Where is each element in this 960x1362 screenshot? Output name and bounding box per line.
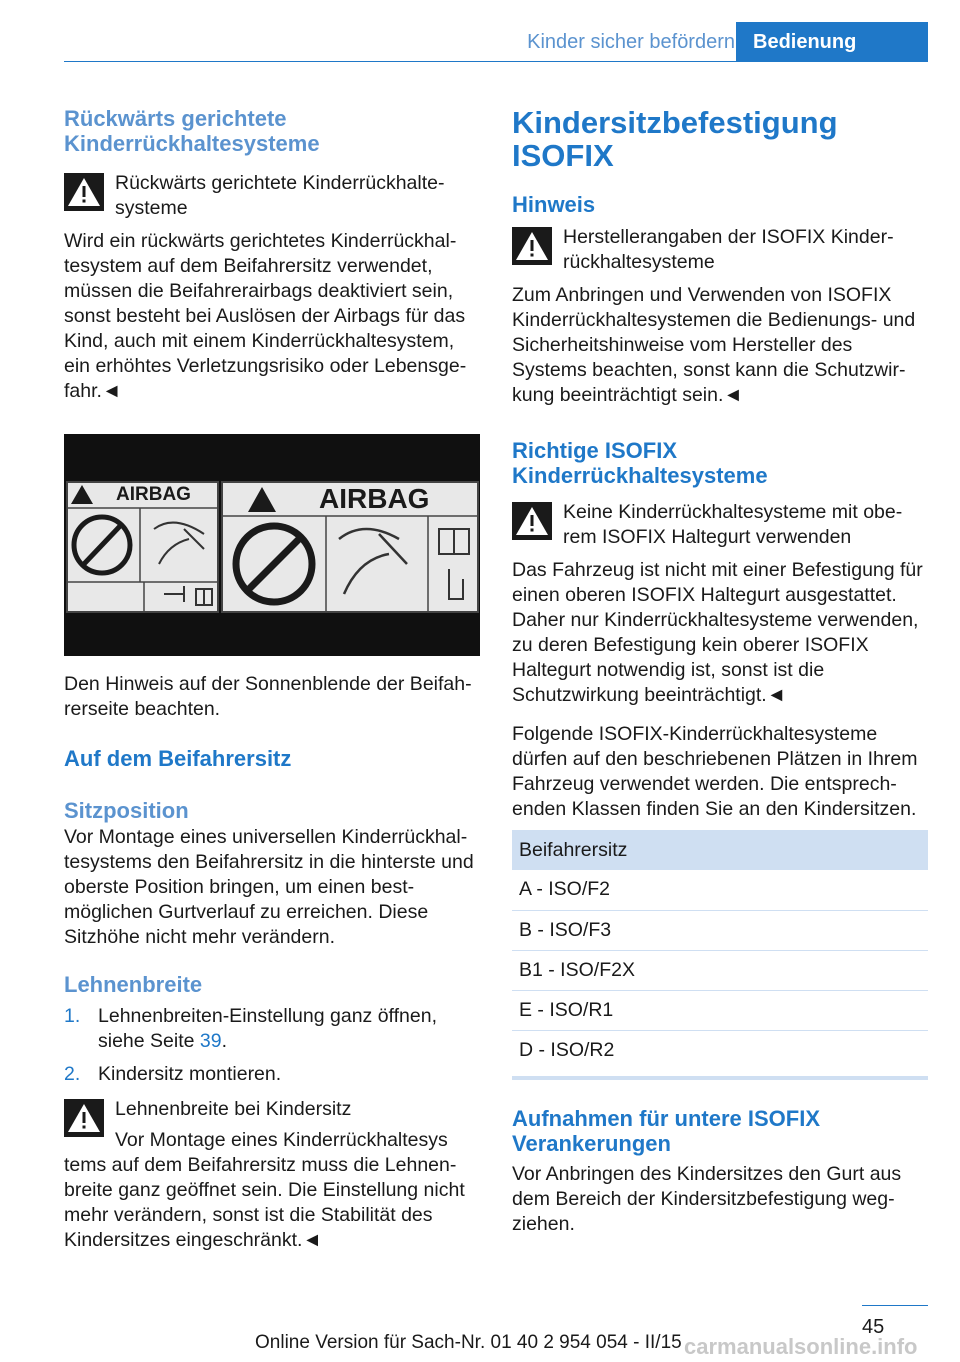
heading-lower-anchorages: Aufnahmen für untere ISOFIX Verankerungen bbox=[512, 1106, 821, 1156]
warning-triangle-icon bbox=[64, 173, 104, 211]
paragraph-sun-visor: Den Hinweis auf der Sonnenblende der Beifahrerseite beachten. bbox=[64, 673, 472, 720]
step-number: 2. bbox=[64, 1063, 81, 1085]
airbag-label-small: AIRBAG bbox=[116, 484, 191, 505]
table-header: Beifahrersitz bbox=[512, 830, 928, 870]
isofix-class-table bbox=[512, 830, 928, 1070]
warning-triangle-icon bbox=[64, 1099, 104, 1137]
step-text-end: . bbox=[221, 1030, 228, 1052]
step-text: Lehnenbreiten-Einstellung ganz öffnen, siehe Seite bbox=[98, 1005, 437, 1052]
right-column bbox=[512, 106, 928, 1237]
warning-manufacturer bbox=[512, 225, 928, 275]
table-row bbox=[512, 990, 928, 1030]
heading-passenger-seat: Auf dem Beifahrersitz bbox=[64, 746, 292, 771]
table-cell: E - ISO/R1 bbox=[512, 990, 928, 1030]
paragraph-manufacturer: Zum Anbringen und Verwenden von ISOFIX Kinderrückhaltesystemen die Bedienungs- und Sicherheitshinweise vom Hersteller des Systems beachten, sonst kann die Schutzwirkung beeinträchtigt sein.◄ bbox=[512, 284, 916, 406]
table-cell: B - ISO/F3 bbox=[512, 910, 928, 950]
heading-rear-facing: Rückwärts gerichtete Kinderrückhaltesysteme bbox=[64, 106, 320, 156]
heading-isofix: Kindersitzbefestigung ISOFIX bbox=[512, 105, 838, 173]
airbag-sticker-graphic bbox=[64, 434, 480, 656]
paragraph-lower-anchorages: Vor Anbringen des Kindersitzes den Gurt aus dem Bereich der Kindersitzbefestigung wegziehen. bbox=[512, 1163, 902, 1235]
warning-title: Keine Kinderrückhaltesysteme mit oberem ISOFIX Haltegurt verwenden bbox=[563, 501, 903, 548]
table-row bbox=[512, 1030, 928, 1070]
warning-backrest-width bbox=[64, 1097, 480, 1153]
page-link[interactable]: 39 bbox=[199, 1030, 222, 1052]
warning-triangle-icon bbox=[512, 227, 552, 265]
table-end-rule bbox=[512, 1076, 928, 1080]
warning-title: Lehnenbreite bei Kindersitz bbox=[115, 1098, 352, 1120]
table-cell: B1 - ISO/F2X bbox=[512, 950, 928, 990]
warning-title: Herstellerangaben der ISOFIX Kinderrückhaltesysteme bbox=[563, 226, 894, 273]
header-rule bbox=[64, 61, 928, 62]
warning-triangle-icon bbox=[512, 502, 552, 540]
paragraph-backrest-width: tems auf dem Beifahrersitz muss die Lehnenbreite ganz geöffnet sein. Die Einstellung nicht mehr verändern, sonst ist die Stabilität des Kindersitzes eingeschränkt.◄ bbox=[64, 1154, 465, 1251]
heading-seat-position: Sitzposition bbox=[64, 798, 189, 823]
header-section-title: Kinder sicher befördern bbox=[527, 31, 735, 53]
heading-note: Hinweis bbox=[512, 192, 596, 217]
watermark: carmanualsonline.info bbox=[684, 1334, 918, 1359]
warning-title: Rückwärts gerichtete Kinderrückhaltesysteme bbox=[115, 172, 445, 219]
airbag-label-large: AIRBAG bbox=[319, 483, 430, 514]
table-row bbox=[512, 910, 928, 950]
step-number: 1. bbox=[64, 1005, 81, 1027]
warning-top-tether bbox=[512, 500, 928, 550]
paragraph-top-tether: Das Fahrzeug ist nicht mit einer Befestigung für einen oberen ISOFIX Haltegurt ausgestattet. Daher nur Kinderrückhaltesysteme verwenden, zu deren Befestigung kein oberer ISOFIX Haltegurt notwendig ist, sonst ist die Schutzwirkung beeinträchtigt.◄ bbox=[512, 559, 923, 706]
left-column bbox=[64, 106, 480, 1253]
table-row bbox=[512, 870, 928, 910]
paragraph-permitted-systems: Folgende ISOFIX-Kinderrückhaltesysteme dürfen auf den beschriebenen Plätzen in Ihrem Fahrzeug verwendet werden. Die entsprechenden Klassen finden Sie an den Kindersitzen. bbox=[512, 723, 918, 820]
heading-backrest-width: Lehnenbreite bbox=[64, 972, 203, 997]
table-row bbox=[512, 950, 928, 990]
airbag-sticker-image bbox=[64, 434, 480, 656]
paragraph-seat-position: Vor Montage eines universellen Kinderrückhaltesystems den Beifahrersitz in die hinterste und oberste Position bringen, um einen bestmöglichen Gurtverlauf zu erreichen. Diese Sitzhöhe nicht mehr verändern. bbox=[64, 826, 474, 948]
warning-rear-facing bbox=[64, 171, 480, 221]
heading-correct-isofix: Richtige ISOFIX Kinderrückhaltesysteme bbox=[512, 438, 768, 488]
footer-rule bbox=[862, 1305, 928, 1306]
warning-first-line: Vor Montage eines Kinderrückhaltesys bbox=[115, 1129, 448, 1151]
header-chapter-tab[interactable]: Bedienung bbox=[736, 22, 928, 62]
footer-version: Online Version für Sach-Nr. 01 40 2 954 054 - II/15 bbox=[255, 1332, 682, 1353]
table-cell: A - ISO/F2 bbox=[512, 870, 928, 910]
page-number: 45 bbox=[862, 1316, 885, 1338]
step-text: Kindersitz montieren. bbox=[98, 1063, 282, 1085]
list-item-step-1 bbox=[64, 1004, 480, 1054]
list-item-step-2 bbox=[64, 1062, 480, 1087]
table-cell: D - ISO/R2 bbox=[519, 1038, 615, 1061]
paragraph-rear-facing: Wird ein rückwärts gerichtetes Kinderrückhaltesystem auf dem Beifahrersitz verwendet, müssen die Beifahrerairbags deaktiviert sein, sonst besteht bei Auslösen der Airbags für das Kind, auch mit einem Kinderrückhaltesystem, ein erhöhtes Verletzungsrisiko oder Lebensgefahr.◄ bbox=[64, 230, 467, 402]
